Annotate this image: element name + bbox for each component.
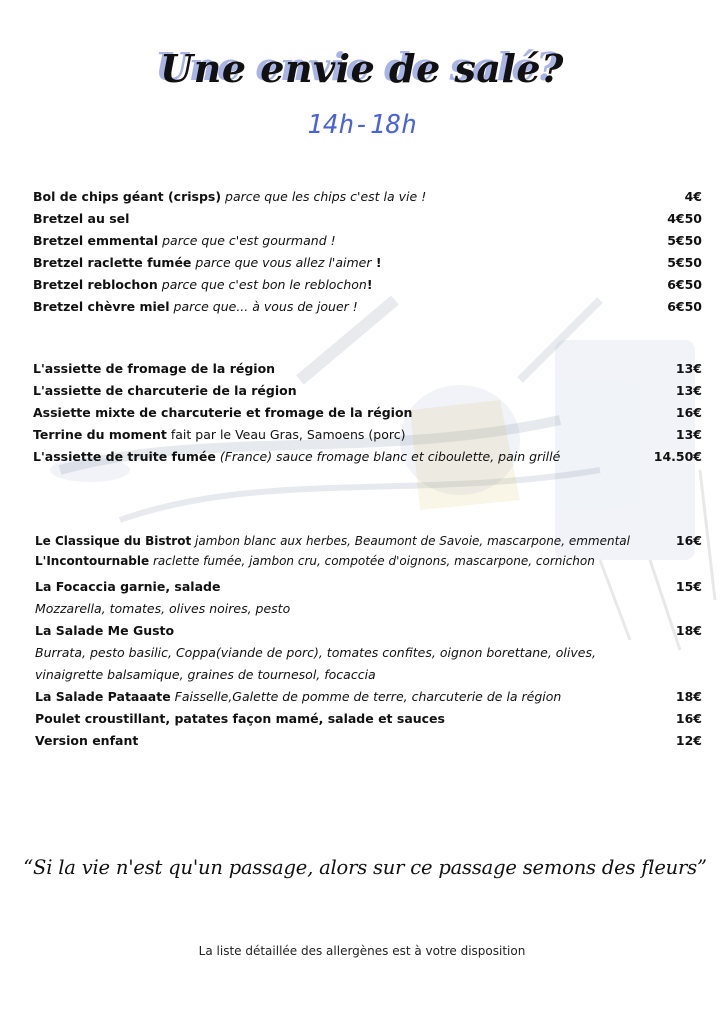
menu-item bbox=[35, 532, 630, 550]
menu-item bbox=[33, 448, 560, 466]
item-name: L'assiette de charcuterie de la région bbox=[33, 383, 297, 398]
menu-item bbox=[33, 210, 129, 228]
item-price: 16€ bbox=[675, 533, 702, 548]
item-description: parce que c'est gourmand ! bbox=[158, 233, 336, 248]
menu-item bbox=[33, 298, 358, 316]
item-description-line bbox=[35, 600, 290, 618]
item-price: 6€50 bbox=[667, 277, 702, 292]
item-price: 18€ bbox=[675, 623, 702, 638]
menu-item bbox=[35, 552, 595, 570]
menu-item bbox=[35, 710, 445, 728]
item-description-line bbox=[35, 644, 596, 662]
menu-item bbox=[33, 404, 412, 422]
item-description: fait par le Veau Gras, Samoens (porc) bbox=[166, 427, 406, 442]
item-name: La Salade Pataaate bbox=[35, 689, 171, 704]
item-description: parce que les chips c'est la vie ! bbox=[221, 189, 427, 204]
item-description: Mozzarella, tomates, olives noires, pesto bbox=[35, 601, 291, 616]
menu-item bbox=[33, 276, 373, 294]
item-name: La Salade Me Gusto bbox=[35, 623, 175, 638]
item-name: L'assiette de fromage de la région bbox=[33, 361, 276, 376]
menu-item bbox=[33, 360, 275, 378]
allergen-notice: La liste détaillée des allergènes est à votre disposition bbox=[198, 944, 526, 958]
menu-item bbox=[33, 382, 297, 400]
menu-item bbox=[35, 622, 174, 640]
item-price: 13€ bbox=[675, 361, 702, 376]
item-price: 6€50 bbox=[667, 299, 702, 314]
item-price: 5€50 bbox=[667, 233, 702, 248]
item-price: 5€50 bbox=[667, 255, 702, 270]
item-name: Bretzel emmental bbox=[33, 233, 159, 248]
menu-item bbox=[35, 578, 220, 596]
item-price: 15€ bbox=[675, 579, 702, 594]
item-price: 12€ bbox=[675, 733, 702, 748]
item-name: Bretzel au sel bbox=[33, 211, 130, 226]
item-price: 4€50 bbox=[667, 211, 702, 226]
menu-item bbox=[33, 254, 382, 272]
menu-item bbox=[35, 732, 138, 750]
item-name: Le Classique du Bistrot bbox=[35, 534, 192, 548]
item-price: 13€ bbox=[675, 427, 702, 442]
item-description: Burrata, pesto basilic, Coppa(viande de porc), tomates confites, oignon borettane, olives, bbox=[35, 645, 596, 660]
item-description: parce que vous allez l'aimer bbox=[191, 255, 372, 270]
item-name: L'assiette de truite fumée bbox=[33, 449, 216, 464]
item-description-line bbox=[35, 666, 376, 684]
page-title: Une envie de salé? bbox=[160, 46, 564, 91]
item-price: 16€ bbox=[675, 405, 702, 420]
item-name: Terrine du moment bbox=[33, 427, 167, 442]
item-price: 4€ bbox=[684, 189, 702, 204]
item-name: Bol de chips géant (crisps) bbox=[33, 189, 222, 204]
item-name: Poulet croustillant, patates façon mamé, salade et sauces bbox=[35, 711, 445, 726]
menu-item bbox=[33, 188, 426, 206]
menu-item bbox=[35, 688, 561, 706]
item-name: Bretzel reblochon bbox=[33, 277, 158, 292]
item-description: Faisselle,Galette de pomme de terre, charcuterie de la région bbox=[170, 689, 562, 704]
quote: “Si la vie n'est qu'un passage, alors sur ce passage semons des fleurs” bbox=[23, 856, 707, 879]
item-price: 16€ bbox=[675, 711, 702, 726]
menu-item bbox=[33, 426, 405, 444]
item-description: parce que c'est bon le reblochon bbox=[157, 277, 367, 292]
menu-item bbox=[33, 232, 336, 250]
item-description: (France) sauce fromage blanc et ciboulette, pain grillé bbox=[215, 449, 561, 464]
item-name: Bretzel raclette fumée bbox=[33, 255, 192, 270]
item-price: 13€ bbox=[675, 383, 702, 398]
item-description: jambon blanc aux herbes, Beaumont de Savoie, mascarpone, emmental bbox=[191, 534, 630, 548]
item-name: La Focaccia garnie, salade bbox=[35, 579, 221, 594]
item-name: Assiette mixte de charcuterie et fromage de la région bbox=[33, 405, 413, 420]
item-description: raclette fumée, jambon cru, compotée d'oignons, mascarpone, cornichon bbox=[149, 554, 595, 568]
item-name: Bretzel chèvre miel bbox=[33, 299, 170, 314]
item-description: vinaigrette balsamique, graines de tournesol, focaccia bbox=[35, 667, 376, 682]
item-name: Version enfant bbox=[35, 733, 139, 748]
item-price: 18€ bbox=[675, 689, 702, 704]
item-name: L'Incontournable bbox=[35, 554, 150, 568]
service-hours: 14h-18h bbox=[307, 110, 417, 140]
item-price: 14.50€ bbox=[653, 449, 702, 464]
item-suffix: ! bbox=[366, 277, 373, 292]
item-suffix: ! bbox=[371, 255, 382, 270]
item-description: parce que... à vous de jouer ! bbox=[169, 299, 358, 314]
